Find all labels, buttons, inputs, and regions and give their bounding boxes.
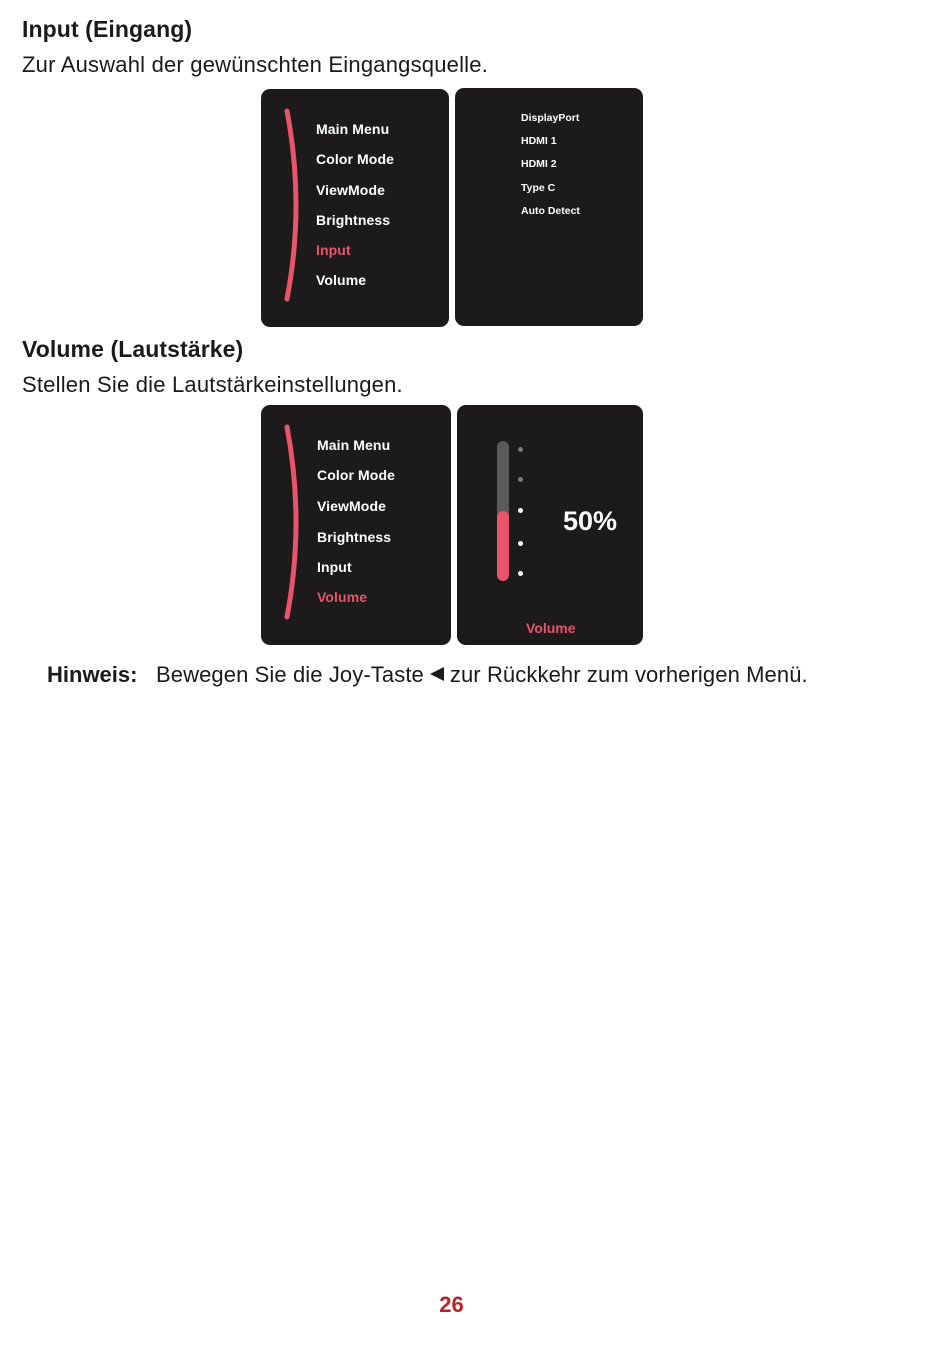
note-text: [156, 662, 808, 688]
source-hdmi-1[interactable]: HDMI 1: [521, 135, 557, 147]
source-type-c[interactable]: Type C: [521, 182, 556, 194]
osd-main-menu-panel-input: [261, 89, 449, 327]
menu-item-brightness[interactable]: Brightness: [317, 529, 392, 545]
menu-item-input[interactable]: Input: [316, 242, 351, 258]
volume-description: Stellen Sie die Lautstärkeinstellungen.: [22, 372, 403, 397]
source-auto-detect[interactable]: Auto Detect: [521, 205, 580, 217]
menu-arc-icon: [281, 107, 305, 303]
menu-item-viewmode[interactable]: ViewMode: [317, 498, 387, 514]
menu-item-color-mode[interactable]: Color Mode: [316, 151, 394, 167]
osd-main-menu-panel-volume: [261, 405, 451, 645]
volume-slider[interactable]: [497, 441, 509, 581]
menu-item-volume[interactable]: Volume: [316, 272, 367, 288]
source-displayport[interactable]: DisplayPort: [521, 112, 580, 124]
volume-tick-dot: [518, 541, 523, 546]
menu-item-viewmode[interactable]: ViewMode: [316, 182, 386, 198]
volume-tick-dot: [518, 571, 523, 576]
menu-item-volume[interactable]: Volume: [317, 589, 368, 605]
input-heading: Input (Eingang): [22, 16, 193, 42]
menu-arc-icon: [281, 423, 305, 621]
note-text-after: zur Rückkehr zum vorherigen Menü.: [449, 662, 808, 687]
note-label: Hinweis:: [47, 662, 138, 687]
volume-tick-dot: [518, 508, 523, 513]
volume-level-value: 50%: [563, 506, 618, 536]
volume-tick-dot: [518, 477, 523, 482]
menu-item-brightness[interactable]: Brightness: [316, 212, 391, 228]
menu-item-main-menu[interactable]: Main Menu: [317, 437, 391, 453]
osd-input-sources-panel: [455, 88, 643, 326]
source-hdmi-2[interactable]: HDMI 2: [521, 158, 557, 170]
input-description: Zur Auswahl der gewünschten Eingangsquelle.: [22, 52, 489, 77]
menu-item-input[interactable]: Input: [317, 559, 352, 575]
volume-tick-dot: [518, 447, 523, 452]
menu-item-main-menu[interactable]: Main Menu: [316, 121, 390, 137]
osd-volume-panel: [457, 405, 643, 645]
menu-item-color-mode[interactable]: Color Mode: [317, 467, 395, 483]
volume-heading: Volume (Lautstärke): [22, 336, 244, 362]
left-triangle-icon: [430, 667, 444, 681]
note-text-before: Bewegen Sie die Joy-Taste: [156, 662, 424, 687]
volume-label: Volume: [526, 620, 576, 636]
volume-slider-fill: [497, 511, 509, 581]
page-number: 26: [439, 1292, 464, 1317]
